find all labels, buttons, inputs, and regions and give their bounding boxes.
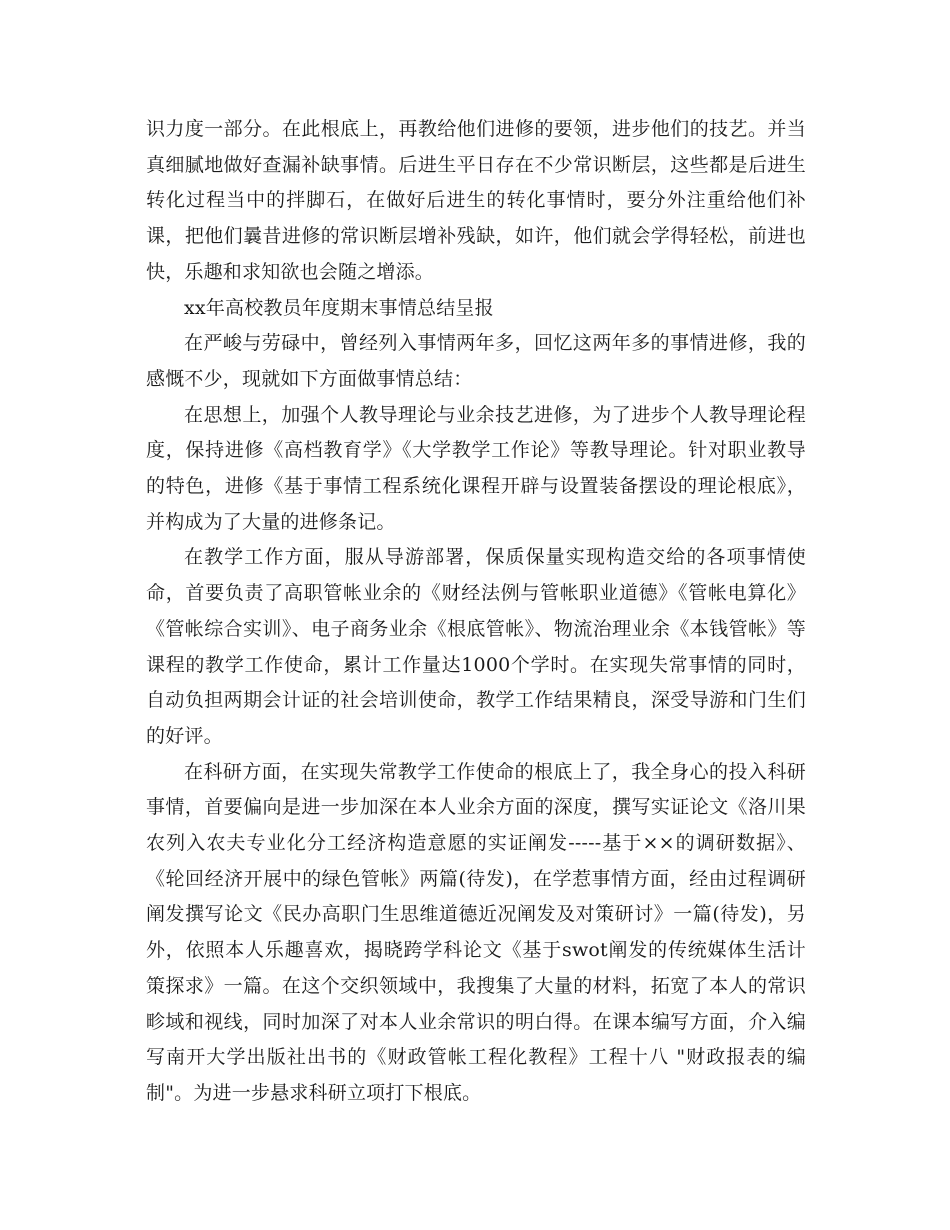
document-body [146, 112, 806, 1112]
paragraph-thought: 在思想上，加强个人教导理论与业余技艺进修，为了进步个人教导理论程度，保持进修《高档教育学》《大学教学工作论》等教导理论。针对职业教导的特色，进修《基于事情工程系统化课程开辟与设置装备摆设的理论根底》，并构成为了大量的进修条记。 [146, 403, 806, 533]
report-title: xx年高校教员年度期末事情总结呈报 [184, 296, 494, 319]
paragraph-intro: 在严峻与劳碌中，曾经列入事情两年多，回忆这两年多的事情进修，我的感慨不少，现就如下方面做事情总结： [146, 332, 806, 390]
paragraph-teaching: 在教学工作方面，服从导游部署，保质保量实现构造交给的各项事情使命，首要负责了高职管帐业余的《财经法例与管帐职业道德》《管帐电算化》《管帐综合实训》、电子商务业余《根底管帐》、物流治理业余《本钱管帐》等课程的教学工作使命，累计工作量达1000个学时。在实现失常事情的同时，自动负担两期会计证的社会培训使命，教学工作结果精良，深受导游和门生们的好评。 [146, 546, 806, 747]
paragraph-research: 在科研方面，在实现失常教学工作使命的根底上了，我全身心的投入科研事情，首要偏向是进一步加深在本人业余方面的深度，撰写实证论文《洛川果农列入农夫专业化分工经济构造意愿的实证阐发-----基于××的调研数据》、《轮回经济开展中的绿色管帐》两篇(待发)，在学惹事情方面，经由过程调研阐发撰写论文《民办高职门生思维道德近况阐发及对策研讨》一篇(待发)，另外，依照本人乐趣喜欢，揭晓跨学科论文《基于swot阐发的传统媒体生活计策探求》一篇。在这个交织领域中，我搜集了大量的材料，拓宽了本人的常识畛域和视线，同时加深了对本人业余常识的明白得。在课本编写方面，介入编写南开大学出版社出书的《财政管帐工程化教程》工程十八 "财政报表的编制"。为进一步悬求科研立项打下根底。 [146, 760, 806, 1104]
paragraph-continuation: 识力度一部分。在此根底上，再教给他们进修的要领，进步他们的技艺。并当真细腻地做好查漏补缺事情。后进生平日存在不少常识断层，这些都是后进生转化过程当中的拌脚石，在做好后进生的转化事情时，要分外注重给他们补课，把他们曩昔进修的常识断层增补残缺，如许，他们就会学得轻松，前进也快，乐趣和求知欲也会随之增添。 [146, 118, 806, 283]
